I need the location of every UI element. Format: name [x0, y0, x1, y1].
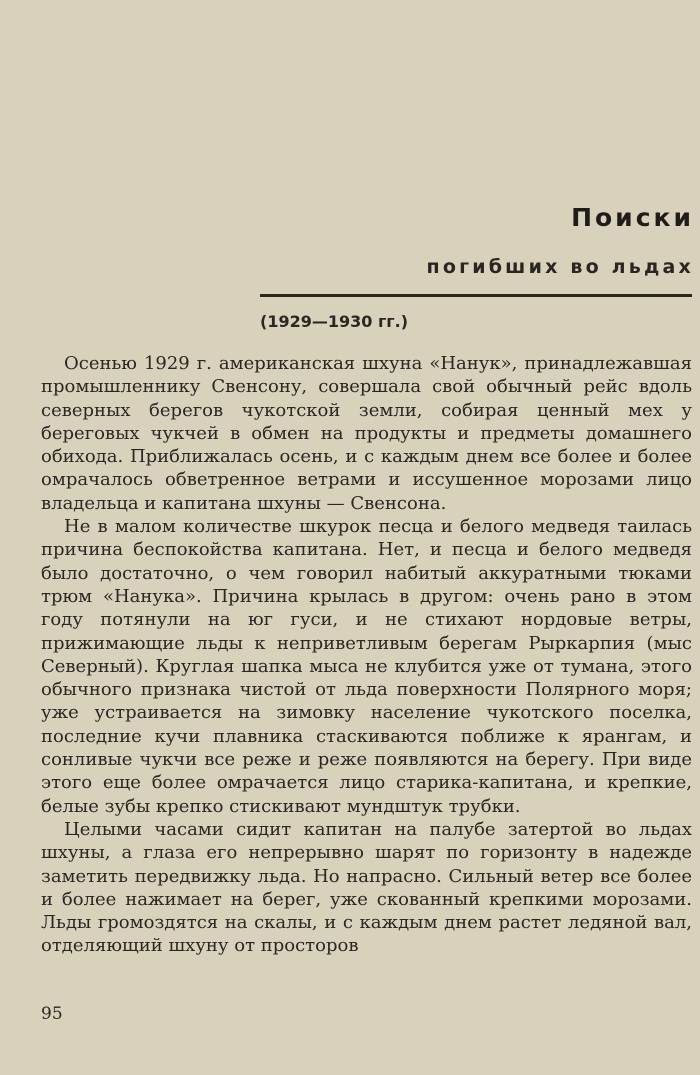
page-number: 95: [41, 1004, 63, 1024]
chapter-years: (1929—1930 гг.): [260, 312, 409, 331]
chapter-title: Поиски: [571, 203, 694, 232]
title-divider: [260, 294, 692, 297]
chapter-subtitle: погибших во льдах: [426, 256, 694, 278]
chapter-body: [41, 352, 692, 958]
paragraph-3: Целыми часами сидит капитан на палубе затертой во льдах шхуны, а глаза его непрерывно шарят по горизонту в надежде заметить передвижку льда. Но напрасно. Сильный ветер все более и более нажимает на берег, уже скованный крепкими морозами. Льды громоздятся на скалы, и с каждым днем растет ледяной вал, отделяющий шхуну от просторов: [41, 818, 692, 957]
paragraph-2: Не в малом количестве шкурок песца и белого медведя таилась причина беспокойства капитана. Нет, и песца и белого медведя было достаточно, о чем говорил набитый аккуратными тюками трюм «Нанука». Причина крылась в другом: очень рано в этом году потянули на юг гуси, и не стихают нордовые ветры, прижимающие льды к неприветливым берегам Рыркарпия (мыс Северный). Круглая шапка мыса не клубится уже от тумана, этого обычного признака чистой от льда поверхности Полярного моря; уже устраивается на зимовку население чукотского поселка, последние кучи плавника стаскиваются поближе к ярангам, и сонливые чукчи все реже и реже появляются на берегу. При виде этого еще более омрачается лицо старика-капитана, и крепкие, белые зубы крепко стискивают мундштук трубки.: [41, 516, 692, 817]
paragraph-1: Осенью 1929 г. американская шхуна «Нанук», принадлежавшая промышленнику Свенсону, совершала свой обычный рейс вдоль северных берегов чукотской земли, собирая ценный мех у береговых чукчей в обмен на продукты и предметы домашнего обихода. Приближалась осень, и с каждым днем все более и более омрачалось обветренное ветрами и иссушенное морозами лицо владельца и капитана шхуны — Свенсона.: [41, 353, 692, 514]
